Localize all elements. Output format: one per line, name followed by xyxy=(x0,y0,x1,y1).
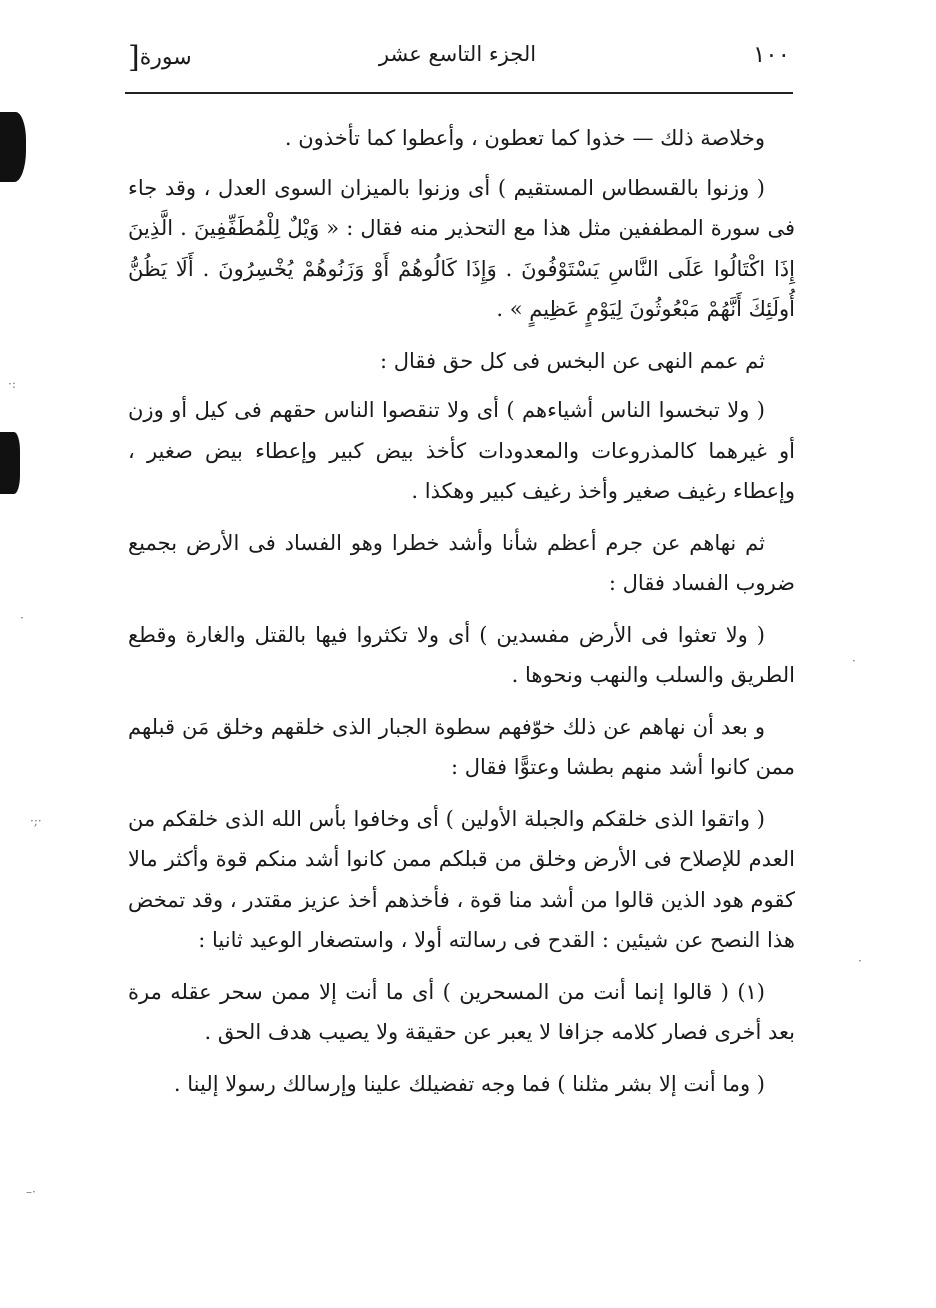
scan-speck: ·: xyxy=(8,377,16,391)
surah-label xyxy=(125,40,192,75)
paragraph: ( ولا تعثوا فى الأرض مفسدين ) أى ولا تكثروا فيها بالقتل والغارة وقطع الطريق والسلب والنهب ونحوها . xyxy=(128,622,795,687)
paragraph: ( وما أنت إلا بشر مثلنا ) فما وجه تفضيلك علينا وإرسالك رسولا إلينا . xyxy=(173,1071,765,1096)
scan-speck: ·;· xyxy=(30,814,42,828)
surah-label-text: سورة xyxy=(139,45,192,70)
scan-speck: · xyxy=(20,611,24,625)
paragraph: ( ولا تبخسوا الناس أشياءهم ) أى ولا تنقصوا الناس حقهم فى كيل أو وزن أو غيرهما كالمذروعات والمعدودات كأخذ بيض كبير وإعطاء بيض صغير ، وإعطاء رغيف صغير وأخذ رغيف كبير وهكذا . xyxy=(128,398,795,503)
scan-speck: · xyxy=(858,954,862,968)
running-header xyxy=(125,40,790,90)
scan-margin-blot xyxy=(0,112,26,182)
scan-speck: · xyxy=(852,654,856,668)
paragraph: و بعد أن نهاهم عن ذلك خوّفهم سطوة الجبار الذى خلقهم وخلق مَن قبلهم ممن كانوا أشد منهم بطشا وعتوًّا فقال : xyxy=(128,714,795,779)
part-title: الجزء التاسع عشر xyxy=(378,42,537,66)
header-rule xyxy=(125,92,793,94)
scan-margin-blot xyxy=(0,432,20,494)
bracket-mark: [ xyxy=(128,40,140,75)
paragraph: ثم عمم النهى عن البخس فى كل حق فقال : xyxy=(379,348,765,373)
paragraph: وخلاصة ذلك — خذوا كما تعطون ، وأعطوا كما تأخذون . xyxy=(284,126,765,150)
scan-speck: –· xyxy=(26,1185,36,1199)
page-body xyxy=(128,118,795,1115)
page-number: ١٠٠ xyxy=(752,42,790,68)
paragraph: ( واتقوا الذى خلقكم والجبلة الأولين ) أى وخافوا بأس الله الذى خلقكم من العدم للإصلاح فى الأرض وخلق من قبلكم ممن كانوا أشد منكم قوة وأكثر مالا كقوم هود الذين قالوا من أشد منا قوة ، فأخذهم أخذ عزيز مقتدر ، وقد تمخض هذا النصح عن شيئين : القدح فى رسالته أولا ، واستصغار الوعيد ثانيا : xyxy=(128,806,795,952)
paragraph: (١) ( قالوا إنما أنت من المسحرين ) أى ما أنت إلا ممن سحر عقله مرة بعد أخرى فصار كلامه جزافا لا يعبر عن حقيقة ولا يصيب هدف الحق . xyxy=(128,979,795,1044)
paragraph: ثم نهاهم عن جرم أعظم شأنا وأشد خطرا وهو الفساد فى الأرض بجميع ضروب الفساد فقال : xyxy=(128,530,795,595)
paragraph: ( وزنوا بالقسطاس المستقيم ) أى وزنوا بالميزان السوى العدل ، وقد جاء فى سورة المطففين مثل هذا مع التحذير منه فقال : « وَيْلٌ لِلْمُطَفِّفِينَ . الَّذِينَ إِذَا اكْتَالُوا عَلَى النَّاسِ يَسْتَوْفُونَ . وَإِذَا كَالُوهُمْ أَوْ وَزَنُوهُمْ يُخْسِرُونَ . أَلَا يَظُنُّ أُولَئِكَ أَنَّهُمْ مَبْعُوثُونَ لِيَوْمٍ عَظِيمٍ » . xyxy=(128,175,795,321)
